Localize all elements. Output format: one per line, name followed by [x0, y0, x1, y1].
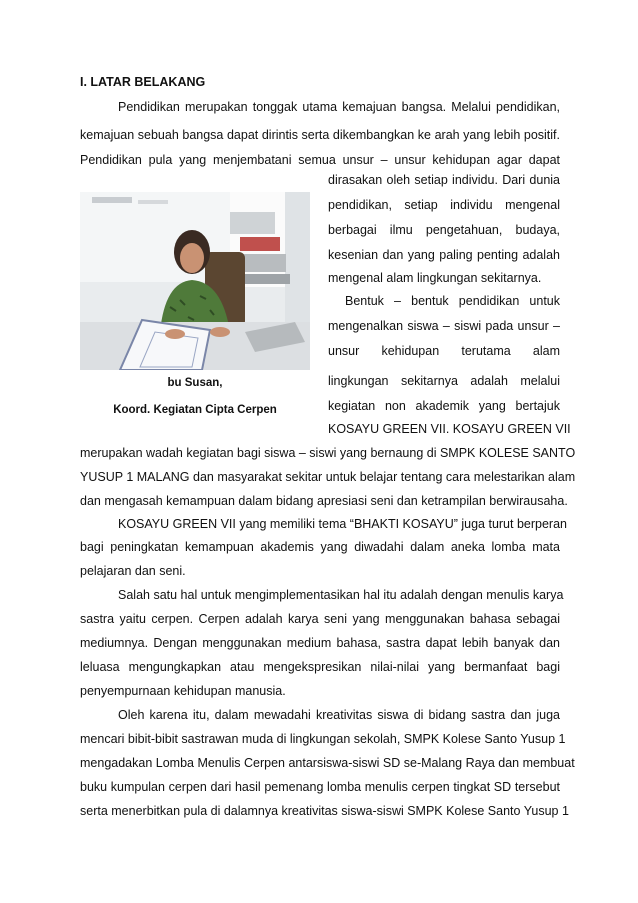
- section-heading: I. LATAR BELAKANG: [80, 75, 206, 89]
- paragraph-line: Oleh karena itu, dalam mewadahi kreativitas siswa di bidang sastra dan juga: [118, 708, 560, 722]
- photo-bu-susan: [80, 192, 310, 370]
- paragraph-line: leluasa mengungkapkan atau mengekspresikan nilai-nilai yang bermanfaat bagi: [80, 660, 560, 674]
- paragraph-line: mengenalkan siswa – siswi pada unsur –: [328, 319, 560, 333]
- paragraph-line: YUSUP 1 MALANG dan masyarakat sekitar untuk belajar tentang cara melestarikan alam: [80, 470, 576, 484]
- paragraph-line: buku kumpulan cerpen dari hasil pemenang lomba menulis cerpen tingkat SD tersebut: [80, 780, 560, 794]
- photo-caption-role: Koord. Kegiatan Cipta Cerpen: [113, 404, 277, 416]
- paragraph-line: lingkungan sekitarnya adalah melalui: [328, 374, 560, 388]
- paragraph-line: KOSAYU GREEN VII. KOSAYU GREEN VII: [328, 422, 571, 436]
- paragraph-line: Bentuk – bentuk pendidikan untuk: [345, 294, 560, 308]
- paragraph-line: pelajaran dan seni.: [80, 564, 186, 578]
- paragraph-line: Pendidikan pula yang menjembatani semua unsur – unsur kehidupan agar dapat: [80, 153, 560, 167]
- paragraph-line: dirasakan oleh setiap individu. Dari dunia: [328, 173, 560, 187]
- paragraph-line: kemajuan sebuah bangsa dapat dirintis serta dikembangkan ke arah yang lebih positif.: [80, 128, 560, 142]
- paragraph-line: mencari bibit-bibit sastrawan muda di lingkungan sekolah, SMPK Kolese Santo Yusup 1: [80, 732, 566, 746]
- paragraph-line: merupakan wadah kegiatan bagi siswa – siswi yang bernaung di SMPK KOLESE SANTO: [80, 446, 576, 460]
- paragraph-line: mengadakan Lomba Menulis Cerpen antarsiswa-siswi SD se-Malang Raya dan membuat: [80, 756, 575, 770]
- paragraph-line: berbagai ilmu pengetahuan, budaya,: [328, 223, 560, 237]
- paragraph-line: KOSAYU GREEN VII yang memiliki tema “BHAKTI KOSAYU” juga turut berperan: [118, 517, 567, 531]
- paragraph-line: Pendidikan merupakan tonggak utama kemajuan bangsa. Melalui pendidikan,: [118, 100, 560, 114]
- paragraph-line: Salah satu hal untuk mengimplementasikan hal itu adalah dengan menulis karya: [118, 588, 564, 602]
- paragraph-line: pendidikan, setiap individu mengenal: [328, 198, 560, 212]
- paragraph-line: sastra yaitu cerpen. Cerpen adalah karya seni yang menggunakan bahasa sebagai: [80, 612, 560, 626]
- paragraph-line: mengenal alam lingkungan sekitarnya.: [328, 271, 542, 285]
- paragraph-line: dan mengasah kemampuan dalam bidang apresiasi seni dan ketrampilan berwirausaha.: [80, 494, 568, 508]
- paragraph-line: serta menerbitkan pula di dalamnya kreativitas siswa-siswi SMPK Kolese Santo Yusup 1: [80, 804, 569, 818]
- paragraph-line: penyempurnaan kehidupan manusia.: [80, 684, 286, 698]
- paragraph-line: mediumnya. Dengan menggunakan medium bahasa, sastra dapat lebih banyak dan: [80, 636, 560, 650]
- paragraph-line: kegiatan non akademik yang bertajuk: [328, 399, 560, 413]
- paragraph-line: bagi peningkatan kemampuan akademis yang diwadahi dalam aneka lomba mata: [80, 540, 560, 554]
- paragraph-line: kesenian dan yang paling penting adalah: [328, 248, 560, 262]
- photo-caption-name: bu Susan,: [167, 377, 223, 389]
- paragraph-line: unsur kehidupan terutama alam: [328, 344, 560, 358]
